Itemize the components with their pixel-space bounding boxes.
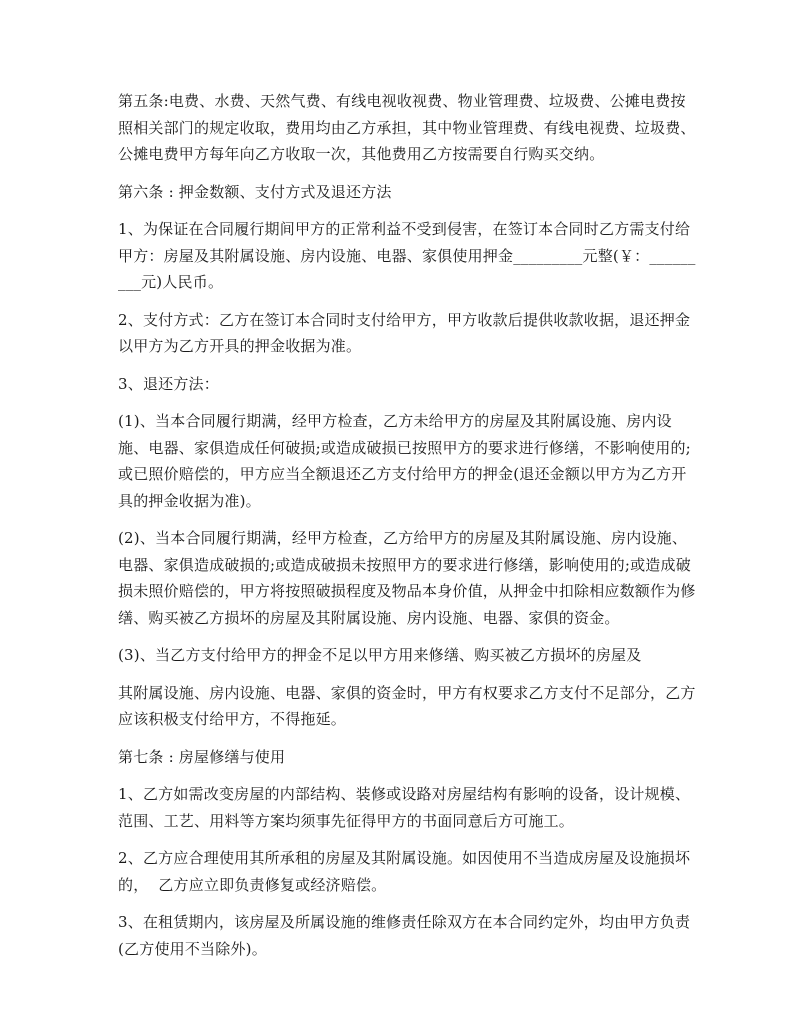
article-6-clause-3-item-3-continued: 其附属设施、房内设施、电器、家俱的资金时，甲方有权要求乙方支付不足部分，乙方应该积极支付给甲方，不得拖延。 <box>118 683 696 728</box>
article-7-heading: 第七条 : 房屋修缮与使用 <box>118 747 286 766</box>
article-7-clause-1: 1、乙方如需改变房屋的内部结构、装修或设路对房屋结构有影响的设备，设计规模、范围、工艺、用料等方案均须事先征得甲方的书面同意后方可施工。 <box>118 785 691 830</box>
article-6-clause-3-item-3: (3)、当乙方支付给甲方的押金不足以甲方用来修缮、购买被乙方损坏的房屋及 <box>118 646 642 664</box>
article-6-clause-3-item-1: (1)、当本合同履行期满，经甲方检查，乙方未给甲方的房屋及其附属设施、房内设施、电器、家俱造成任何破损;或造成破损已按照甲方的要求进行修缮，不影响使用的;或已照价赔偿的，甲方应当全额退还乙方支付给甲方的押金(退还金额以甲方为乙方开具的押金收据为准)。 <box>118 412 691 510</box>
article-6-clause-1: 1、为保证在合同履行期间甲方的正常利益不受到侵害，在签订本合同时乙方需支付给甲方：房屋及其附属设施、房内设施、电器、家俱使用押金_________元整(￥：_________元)人民币。 <box>118 220 696 291</box>
article-7-clause-2: 2、乙方应合理使用其所承租的房屋及其附属设施。如因使用不当造成房屋及设施损坏的， 乙方应立即负责修复或经济赔偿。 <box>118 849 691 894</box>
article-7-clause-3: 3、在租赁期内，该房屋及所属设施的维修责任除双方在本合同约定外，均由甲方负责(乙方使用不当除外)。 <box>118 913 691 958</box>
article-6-clause-2: 2、支付方式：乙方在签订本合同时支付给甲方，甲方收款后提供收款收据，退还押金以甲方为乙方开具的押金收据为准。 <box>118 310 691 355</box>
document-body <box>118 88 698 973</box>
article-6-clause-3-item-2: (2)、当本合同履行期满，经甲方检查，乙方给甲方的房屋及其附属设施、房内设施、电器、家俱造成破损的;或造成破损未按照甲方的要求进行修缮，影响使用的;或造成破损未照价赔偿的，甲方将按照破损程度及物品本身价值，从押金中扣除相应数额作为修缮、购买被乙方损坏的房屋及其附属设施、房内设施、电器、家俱的资金。 <box>118 529 696 627</box>
article-6-heading: 第六条 : 押金数额、支付方式及退还方法 <box>118 182 392 201</box>
article-5-paragraph: 第五条:电费、水费、天然气费、有线电视收视费、物业管理费、垃圾费、公摊电费按照相关部门的规定收取，费用均由乙方承担，其中物业管理费、有线电视费、垃圾费、公摊电费甲方每年向乙方收取一次，其他费用乙方按需要自行购买交纳。 <box>118 92 696 163</box>
article-6-clause-3-heading: 3、退还方法： <box>118 374 219 393</box>
